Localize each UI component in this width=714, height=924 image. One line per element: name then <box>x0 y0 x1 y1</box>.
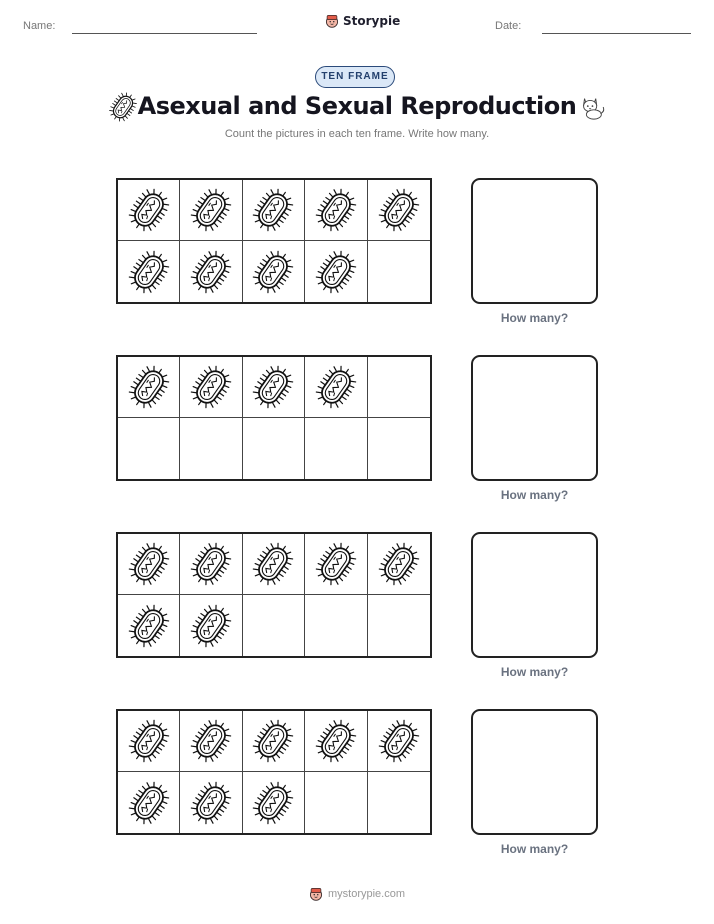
answer-box[interactable] <box>471 355 598 481</box>
ten-frame-cell <box>305 241 367 302</box>
ten-frame <box>116 355 432 481</box>
instructions: Count the pictures in each ten frame. Write how many. <box>224 128 490 140</box>
ten-frame-cell <box>305 180 367 241</box>
ten-frame-cell <box>305 595 367 656</box>
ten-frame-cell <box>180 711 242 772</box>
bacterium-icon <box>189 542 233 586</box>
bacterium-icon <box>314 542 358 586</box>
bacterium-icon <box>377 719 421 763</box>
answer-box[interactable] <box>471 709 598 835</box>
name-label: Name: <box>23 20 56 32</box>
ten-frame <box>116 532 432 658</box>
bacterium-icon <box>314 250 358 294</box>
cat-icon <box>578 92 606 122</box>
bacterium-icon <box>189 719 233 763</box>
ten-frame-cell <box>180 534 242 595</box>
how-many-label: How many? <box>500 842 569 856</box>
bacterium-icon <box>127 188 171 232</box>
ten-frame-cell <box>118 534 180 595</box>
bacterium-icon <box>377 542 421 586</box>
bacterium-icon <box>189 781 233 825</box>
bacterium-icon <box>127 604 171 648</box>
bacterium-icon <box>127 781 171 825</box>
ten-frame-cell <box>368 180 430 241</box>
ten-frame-cell <box>243 772 305 833</box>
ten-frame <box>116 709 432 835</box>
bacterium-icon <box>251 542 295 586</box>
ten-frame-cell <box>243 180 305 241</box>
ten-frame-cell <box>305 357 367 418</box>
bacterium-icon <box>127 365 171 409</box>
ten-frame-cell <box>243 711 305 772</box>
ten-frame-cell <box>368 241 430 302</box>
ten-frame-cell <box>243 595 305 656</box>
ten-frame-cell <box>118 180 180 241</box>
ten-frame-cell <box>243 357 305 418</box>
answer-box[interactable] <box>471 532 598 658</box>
bacterium-icon <box>189 188 233 232</box>
bacterium-icon <box>251 250 295 294</box>
bacterium-icon <box>314 188 358 232</box>
bacterium-icon <box>127 719 171 763</box>
bacterium-icon <box>251 719 295 763</box>
bacterium-icon <box>377 188 421 232</box>
ten-frame-cell <box>305 772 367 833</box>
bacterium-icon <box>189 604 233 648</box>
how-many-label: How many? <box>500 488 569 502</box>
ten-frame-cell <box>243 241 305 302</box>
bacterium-icon <box>314 365 358 409</box>
ten-frame-cell <box>118 418 180 479</box>
bacterium-icon <box>251 188 295 232</box>
ten-frame-cell <box>368 418 430 479</box>
ten-frame-cell <box>180 418 242 479</box>
ten-frame-cell <box>180 241 242 302</box>
ten-frame-cell <box>368 534 430 595</box>
how-many-label: How many? <box>500 311 569 325</box>
bacterium-icon <box>189 365 233 409</box>
ten-frame-cell <box>118 772 180 833</box>
date-line[interactable] <box>542 33 691 34</box>
ten-frame <box>116 178 432 304</box>
ten-frame-cell <box>180 180 242 241</box>
date-label: Date: <box>495 20 522 32</box>
ten-frame-cell <box>368 772 430 833</box>
how-many-label: How many? <box>500 665 569 679</box>
brand <box>325 13 400 29</box>
bacterium-icon <box>127 250 171 294</box>
bacterium-icon <box>314 719 358 763</box>
ten-frame-cell <box>368 357 430 418</box>
footer <box>0 886 714 902</box>
brand-name: Storypie <box>343 14 401 28</box>
bacterium-icon <box>127 542 171 586</box>
ten-frame-cell <box>118 357 180 418</box>
bacterium-icon <box>251 365 295 409</box>
answer-box[interactable] <box>471 178 598 304</box>
ten-frame-cell <box>118 241 180 302</box>
footer-site: mystorypie.com <box>327 888 406 900</box>
ten-frame-cell <box>368 595 430 656</box>
storypie-logo-icon <box>325 13 339 29</box>
ten-frame-cell <box>118 711 180 772</box>
bacterium-icon <box>189 250 233 294</box>
storypie-logo-icon <box>309 886 323 902</box>
ten-frame-cell <box>305 711 367 772</box>
ten-frame-cell <box>180 772 242 833</box>
bacterium-icon <box>251 781 295 825</box>
page-title: Asexual and Sexual Reproduction <box>137 92 577 120</box>
ten-frame-cell <box>368 711 430 772</box>
ten-frame-cell <box>305 418 367 479</box>
ten-frame-cell <box>305 534 367 595</box>
worksheet-type-badge: TEN FRAME <box>315 66 395 88</box>
ten-frame-cell <box>180 357 242 418</box>
ten-frame-cell <box>180 595 242 656</box>
ten-frame-cell <box>243 534 305 595</box>
ten-frame-cell <box>243 418 305 479</box>
name-line[interactable] <box>72 33 257 34</box>
ten-frame-cell <box>118 595 180 656</box>
